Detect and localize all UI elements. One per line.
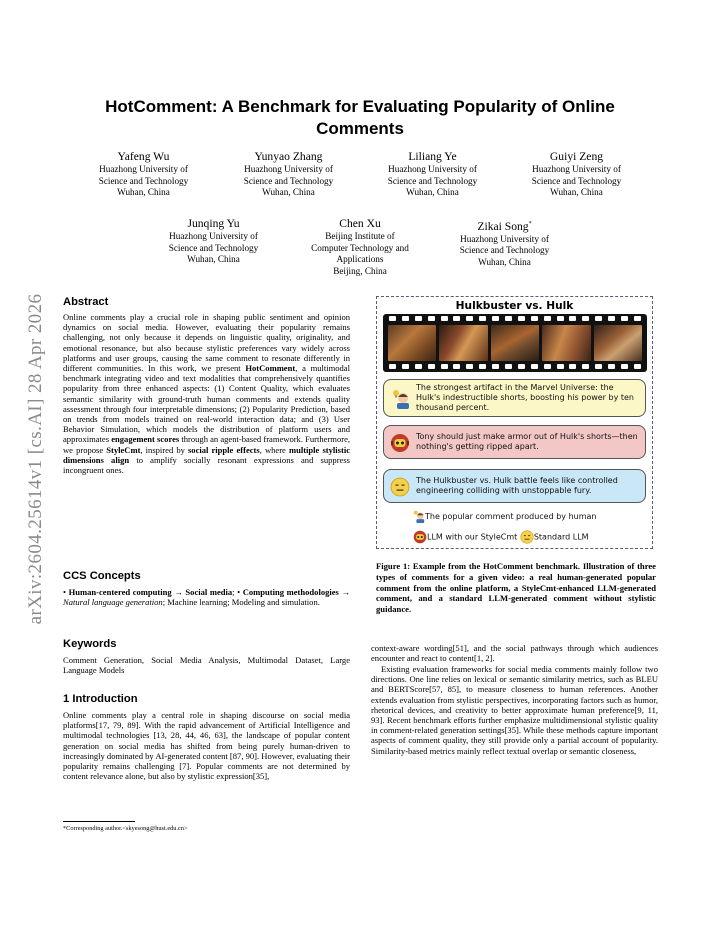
legend-models: LLM with our StyleCmt Standard LLM (413, 530, 589, 544)
video-filmstrip (383, 314, 647, 372)
introduction-heading: 1 Introduction (63, 693, 138, 705)
introduction-text: Online comments play a central role in shaping discourse on social media platforms[17, 79, 89]. With the rapid advancement of Artificial Intelligence and multimodal technologies [13, 28, 44, 46, 63], the landscape of popular content generation on social media has shifted from being purely human-driven to increasingly dominated by AI-generated content [87, 90]. However, evaluating their popularity remains challenging [7]. Popular comments are not determined by content relevance alone, but also by stylistic expression[35], (63, 710, 350, 782)
author-block: Yafeng Wu Huazhong University of Science and Technology Wuhan, China (98, 150, 189, 198)
figure-caption: Figure 1: Example from the HotComment benchmark. Illustration of three types of comments for a given video: a real human-generated popular comment from the online platform, a StyleCmt-enhanced LLM-generated comment, and a standard LLM-generated comment without stylistic guidance. (376, 561, 656, 615)
arxiv-identifier: arXiv:2604.25614v1 [cs.AI] 28 Apr 2026 (25, 293, 46, 625)
footnote-rule (63, 821, 135, 822)
ccs-text: • Human-centered computing → Social media; • Computing methodologies → Natural language generation; Machine learning; Modeling and simulation. (63, 587, 350, 608)
robot-icon (390, 433, 410, 453)
abstract-heading: Abstract (63, 296, 109, 308)
author-block: Guiyi Zeng Huazhong University of Science and Technology Wuhan, China (531, 150, 622, 198)
video-frame (439, 325, 487, 361)
right-column-paragraph: context-aware wording[51], and the social pathways through which audiences encounter and react to content[1, 2]. (371, 643, 658, 664)
video-frame (542, 325, 590, 361)
robot-icon (413, 530, 427, 544)
standard-llm-comment-bubble: The Hulkbuster vs. Hulk battle feels like controlled engineering colliding with unstoppable fury. (383, 469, 646, 503)
author-block: Zikai Song* Huazhong University of Science and Technology Wuhan, China (459, 219, 550, 268)
abstract-text: Online comments play a crucial role in shaping public sentiment and opinion dynamics on social media. However, evaluating their popularity remains challenging, not only because it depends on linguistic quality, originality, and emotional resonance, but also because stylistic preferences vary widely across platforms and user groups, causing the same comment to resonate differently in different communities. In this work, we present HotComment, a multimodal benchmark integrating video and text modalities that comprehensively quantifies popularity from three enhanced aspects: (1) Content Quality, which evaluates semantic similarity with ground-truth human comments and extends quality assessment through four interpretable dimensions; (2) Popularity Prediction, based on trends from models trained on real-world interaction data; and (3) User Behavior Simulation, which models the distribution of platform users and approximates engagement scores through an agent-based framework. Furthermore, we propose StyleCmt, inspired by social ripple effects, where multiple stylistic dimensions align to amplify socially resonant expressions and suppress incongruent ones. (63, 312, 350, 476)
paper-title: HotComment: A Benchmark for Evaluating Popularity of Online Comments (105, 97, 615, 138)
neutral-face-icon (520, 530, 534, 544)
video-frame (491, 325, 539, 361)
footnote: *Corresponding author.<skyesong@hust.edu.cn> (63, 825, 188, 832)
video-frames (388, 325, 642, 361)
author-block: Junqing Yu Huazhong University of Science and Technology Wuhan, China (168, 217, 259, 265)
figure-1 (376, 296, 653, 549)
human-user-icon (413, 510, 425, 523)
film-sprocket-holes (389, 316, 641, 322)
keywords-heading: Keywords (63, 638, 117, 650)
right-column-paragraph: Existing evaluation frameworks for social media comments mainly follow two directions. One line relies on lexical or semantic similarity metrics, such as BLEU and BERTScore[57, 85], to measure closeness to human references. Another extends evaluation from stylistic perspectives, incorporating factors such as humor, rhetorical devices, and creativity to better approximate human preference[9, 11, 93]. Recent benchmark efforts further emphasize multidimensional stylistic quality in comment-related generation settings[35]. While these methods capture important aspects of comment quality, they still provide only a partial account of popularity. Similarity-based metrics mainly reflect textual overlap or semantic closeness, (371, 664, 658, 756)
author-block: Yunyao Zhang Huazhong University of Science and Technology Wuhan, China (243, 150, 334, 198)
video-frame (388, 325, 436, 361)
human-user-icon (392, 389, 410, 409)
film-sprocket-holes (389, 364, 641, 370)
author-block: Chen Xu Beijing Institute of Computer Technology and Applications Beijing, China (311, 217, 409, 276)
ccs-heading: CCS Concepts (63, 570, 141, 582)
keywords-text: Comment Generation, Social Media Analysis, Multimodal Dataset, Large Language Models (63, 655, 350, 676)
figure-title: Hulkbuster vs. Hulk (455, 300, 574, 312)
video-frame (594, 325, 642, 361)
legend-human: The popular comment produced by human (413, 510, 597, 523)
author-block: Liliang Ye Huazhong University of Science and Technology Wuhan, China (387, 150, 478, 198)
stylecmt-comment-bubble: Tony should just make armor out of Hulk's shorts—then nothing's getting ripped apart. (383, 425, 646, 459)
human-comment-bubble: The strongest artifact in the Marvel Universe: the Hulk's indestructible shorts, boosting his power by ten thousand percent. (383, 379, 646, 417)
neutral-face-icon (390, 477, 410, 497)
